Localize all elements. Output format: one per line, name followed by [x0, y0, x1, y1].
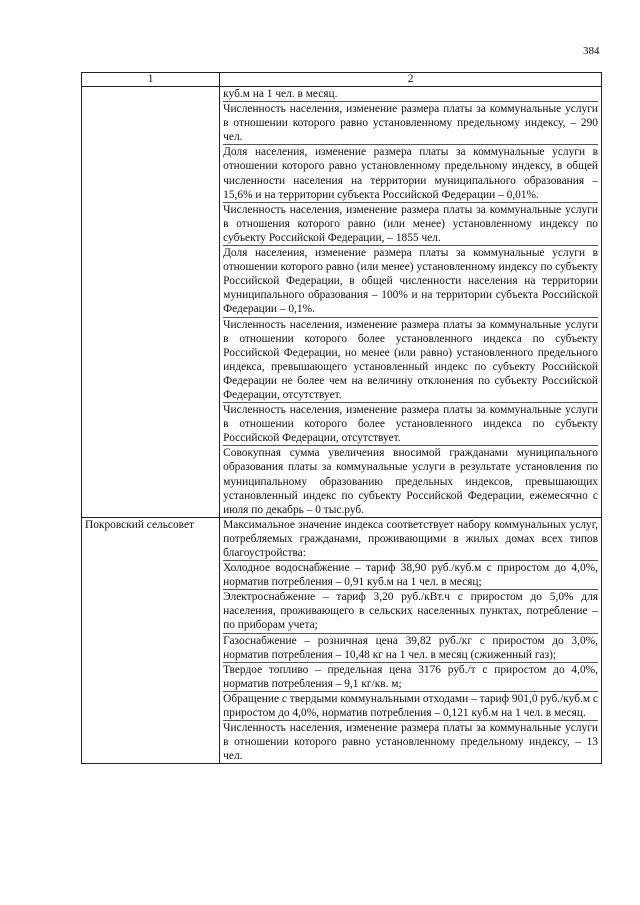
paragraph: Твердое топливо – предельная цена 3176 руб./т с приростом до 4,0%, норматив потребления – 9,1 кг/кв. м; — [223, 663, 598, 692]
paragraph: Численность населения, изменение размера платы за коммунальные услуги в отношении которого равно установленному предельному индексу, – 290 чел. — [223, 102, 598, 145]
page-number: 384 — [583, 45, 600, 57]
paragraph: куб.м на 1 чел. в месяц. — [223, 87, 598, 102]
paragraph: Численность населения, изменение размера платы за коммунальные услуги в отношении которого более установленного индекса по субъекту Российской Федерации, но менее (или равно) установленного предельного индекса, превышающего установленный индекс по субъекту Российской Федерации не более чем на величину отклонения по субъекту Российской Федерации, отсутствует. — [223, 318, 598, 404]
paragraph: Совокупная сумма увеличения вносимой гражданами муниципального образования платы за коммунальные услуги в результате установления по муниципальному образованию предельных индексов, превышающих установленный индекс по субъекту Российской Федерации, ежемесячно с июля по декабрь – 0 тыс.руб. — [223, 447, 598, 516]
paragraph: Холодное водоснабжение – тариф 38,90 руб./куб.м с приростом до 4,0%, норматив потребления – 0,91 куб.м на 1 чел. в месяц; — [223, 561, 598, 590]
description-cell — [220, 517, 602, 764]
tariff-table — [81, 72, 602, 764]
column-header-1: 1 — [82, 73, 220, 87]
paragraph: Газоснабжение – розничная цена 39,82 руб./кг с приростом до 3,0%, норматив потребления – 10,48 кг на 1 чел. в месяц (сжиженный газ); — [223, 634, 598, 663]
table-row — [82, 87, 602, 518]
paragraph: Максимальное значение индекса соответствует набору коммунальных услуг, потребляемых гражданами, проживающими в жилых домах всех типов благоустройства: — [223, 518, 598, 561]
paragraph: Обращение с твердыми коммунальными отходами – тариф 901,0 руб./куб.м с приростом до 4,0%, норматив потребления – 0,121 куб.м на 1 чел. в месяц. — [223, 692, 598, 721]
table-header-row — [82, 73, 602, 87]
paragraph: Численность населения, изменение размера платы за коммунальные услуги в отношения которого равно (или менее) установленному индексу по субъекту Российской Федерации, – 1855 чел. — [223, 203, 598, 246]
municipality-cell: Покровский сельсовет — [82, 517, 220, 764]
paragraph: Электроснабжение – тариф 3,20 руб./кВт.ч с приростом до 5,0% для населения, проживающего в сельских населенных пунктах, потребление – по приборам учета; — [223, 590, 598, 633]
column-header-2: 2 — [220, 73, 602, 87]
paragraph: Доля населения, изменение размера платы за коммунальные услуги в отношении которого равно установленному предельному индексу, в общей численности населения на территории муниципального образования – 15,6% и на территории субъекта Российской Федерации – 0,01%. — [223, 145, 598, 202]
table-row — [82, 517, 602, 764]
paragraph: Доля населения, изменение размера платы за коммунальные услуги в отношении которого равно (или менее) установленному индексу по субъекту Российской Федерации, в общей численности населения на территории муниципального образования – 100% и на территории субъекта Российской Федерации – 0,1%. — [223, 246, 598, 317]
paragraph: Численность населения, изменение размера платы за коммунальные услуги в отношении которого более установленного индекса по субъекту Российской Федерации, отсутствует. — [223, 403, 598, 446]
municipality-cell — [82, 87, 220, 518]
paragraph: Численность населения, изменение размера платы за коммунальные услуги в отношении которого равно установленному предельному индексу, – 13 чел. — [223, 722, 598, 763]
description-cell — [220, 87, 602, 518]
